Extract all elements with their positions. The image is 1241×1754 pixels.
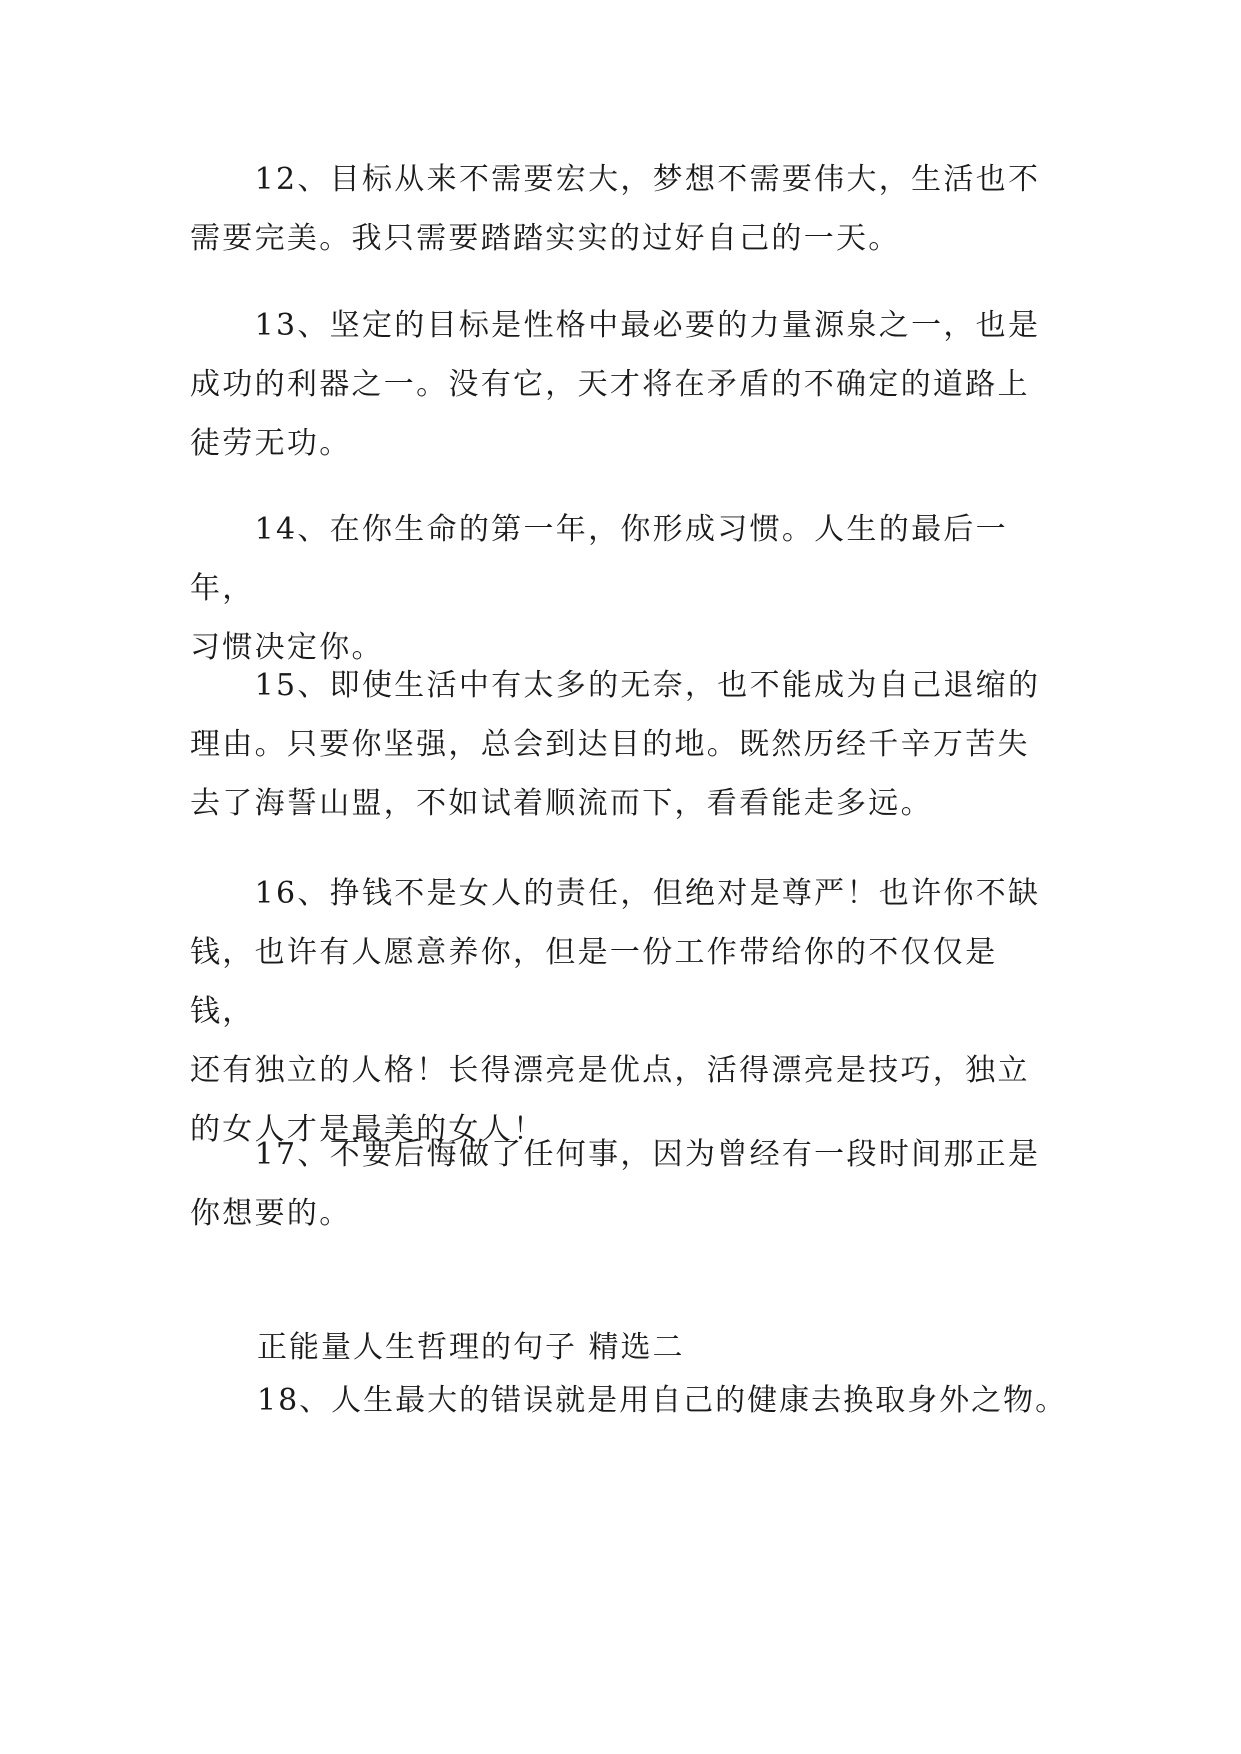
paragraph-16: 16、挣钱不是女人的责任，但绝对是尊严！也许你不缺 钱，也许有人愿意养你，但是一份工作带给你的不仅仅是钱， 还有独立的人格！长得漂亮是优点，活得漂亮是技巧，独立 的女人才是最美的女人！ [190,876,1041,1147]
section-heading: 正能量人生哲理的句子 精选二 [257,1330,685,1365]
paragraph-12: 12、目标从来不需要宏大，梦想不需要伟大，生活也不 需要完美。我只需要踏踏实实的过好自己的一天。 [190,162,1041,256]
paragraph-17: 17、不要后悔做了任何事，因为曾经有一段时间那正是 你想要的。 [190,1137,1041,1231]
paragraph-18: 18、人生最大的错误就是用自己的健康去换取身外之物。 [257,1383,1068,1418]
paragraph-15: 15、即使生活中有太多的无奈，也不能成为自己退缩的 理由。只要你坚强，总会到达目的地。既然历经千辛万苦失 去了海誓山盟，不如试着顺流而下，看看能走多远。 [190,668,1041,821]
paragraph-13: 13、坚定的目标是性格中最必要的力量源泉之一，也是 成功的利器之一。没有它，天才将在矛盾的不确定的道路上 徒劳无功。 [190,308,1041,461]
paragraph-14: 14、在你生命的第一年，你形成习惯。人生的最后一年， 习惯决定你。 [190,512,1008,665]
